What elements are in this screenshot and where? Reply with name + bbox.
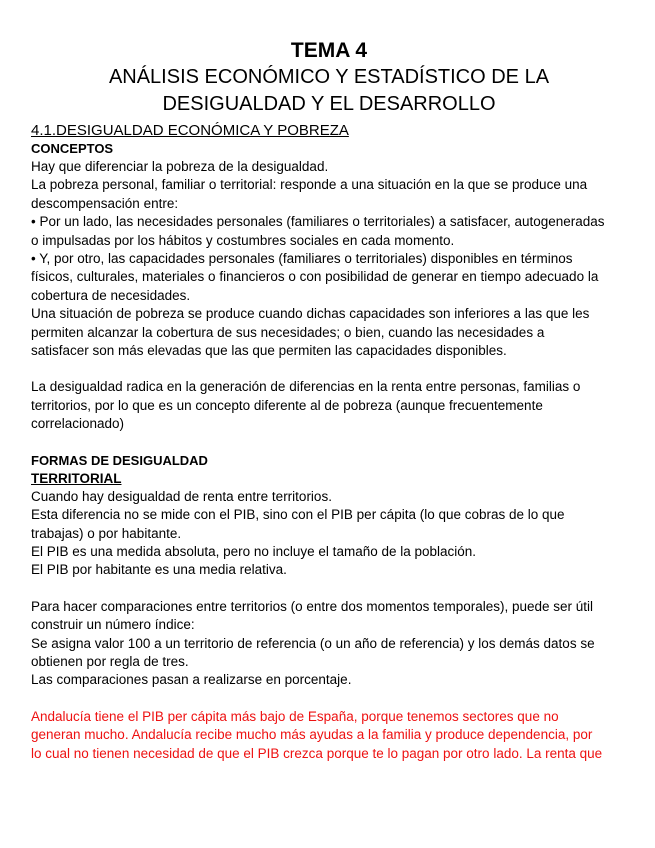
paragraph-spacer: [31, 434, 627, 452]
text-line: correlacionado): [31, 416, 125, 432]
paragraph-spacer: [31, 360, 627, 378]
document-subtitle-line2: DESIGUALDAD Y EL DESARROLLO: [162, 93, 496, 115]
text-line: físicos, culturales, materiales o financieros o con posibilidad de generar en tiempo adecuado la: [31, 269, 599, 285]
text-line: • Por un lado, las necesidades personales (familiares o territoriales) a satisfacer, autogeneradas: [31, 214, 605, 230]
text-line: La pobreza personal, familiar o territorial: responde a una situación en la que se produce una: [31, 177, 588, 193]
text-line: Esta diferencia no se mide con el PIB, sino con el PIB per cápita (lo que cobras de lo que: [31, 507, 565, 523]
text-line: Hay que diferenciar la pobreza de la desigualdad.: [31, 159, 329, 174]
indice-paragraph: [31, 598, 627, 690]
text-line: Las comparaciones pasan a realizarse en porcentaje.: [31, 672, 352, 688]
text-line: La desigualdad radica en la generación de diferencias en la renta entre personas, familias o: [31, 379, 581, 395]
territorial-heading: TERRITORIAL: [31, 470, 122, 486]
document-page: [31, 38, 627, 763]
text-line: Una situación de pobreza se produce cuando dichas capacidades son inferiores a las que les: [31, 306, 590, 322]
section-heading: 4.1.DESIGUALDAD ECONÓMICA Y POBREZA: [31, 122, 349, 139]
text-line: o impulsadas por los hábitos y costumbres sociales en cada momento.: [31, 232, 455, 248]
text-line: Para hacer comparaciones entre territorios (o entre dos momentos temporales), puede ser útil: [31, 598, 594, 614]
text-line: • Y, por otro, las capacidades personales (familiares o territoriales) disponibles en términos: [31, 251, 573, 267]
territorial-paragraph: [31, 488, 627, 580]
text-line: descompensación entre:: [31, 195, 179, 211]
paragraph-spacer: [31, 580, 627, 598]
text-line: trabajas) o por habitante.: [31, 525, 182, 541]
formas-heading: FORMAS DE DESIGUALDAD: [31, 452, 208, 468]
text-line: territorios, por lo que es un concepto diferente al de pobreza (aunque frecuentemente: [31, 397, 543, 413]
conceptos-heading: CONCEPTOS: [31, 141, 114, 156]
paragraph-spacer: [31, 690, 627, 708]
document-title: TEMA 4: [290, 39, 368, 62]
text-line: El PIB es una medida absoluta, pero no incluye el tamaño de la población.: [31, 543, 477, 559]
text-line: Se asigna valor 100 a un territorio de referencia (o un año de referencia) y los demás datos se: [31, 635, 595, 651]
text-line: generan mucho. Andalucía recibe mucho más ayudas a la familia y produce dependencia, por: [31, 727, 593, 743]
text-line: Andalucía tiene el PIB per cápita más bajo de España, porque tenemos sectores que no: [31, 708, 559, 724]
text-line: obtienen por regla de tres.: [31, 653, 189, 669]
text-line: Cuando hay desigualdad de renta entre territorios.: [31, 488, 332, 504]
conceptos-paragraph: [31, 158, 627, 360]
text-line: El PIB por habitante es una media relativa.: [31, 562, 287, 578]
text-line: construir un número índice:: [31, 617, 195, 633]
text-line: satisfacer son más elevadas que las que permiten las capacidades disponibles.: [31, 343, 507, 359]
text-line: cobertura de necesidades.: [31, 287, 191, 303]
text-line: permiten alcanzar la cobertura de sus necesidades; o bien, cuando las necesidades a: [31, 324, 545, 340]
text-line: lo cual no tienen necesidad de que el PIB crezca porque te lo pagan por otro lado. La renta que: [31, 745, 603, 761]
andalucia-note: [31, 708, 627, 763]
document-subtitle-line1: ANÁLISIS ECONÓMICO Y ESTADÍSTICO DE LA: [108, 66, 550, 88]
desigualdad-paragraph: [31, 378, 627, 433]
